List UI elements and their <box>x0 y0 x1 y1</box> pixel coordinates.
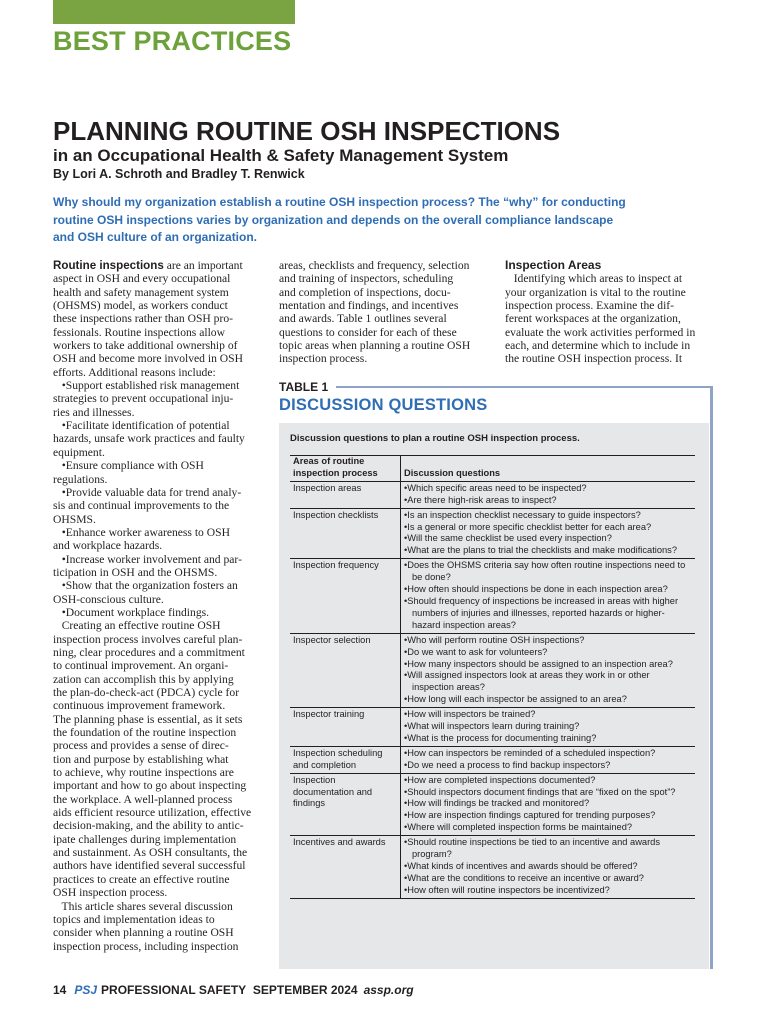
body-line: inspection process, including inspection <box>53 939 239 953</box>
question-item: •Will assigned inspectors look at areas they work in or other inspection areas? <box>404 670 650 693</box>
body-column-3 <box>505 259 717 366</box>
question-item: •What are the conditions to receive an incentive or award? <box>404 872 644 883</box>
question-item: •Does the OHSMS criteria say how often routine inspections need to be done? <box>404 560 686 583</box>
table-row <box>290 633 695 707</box>
questions-cell <box>401 508 696 559</box>
area-cell: Inspection scheduling and completion <box>290 746 401 773</box>
body-line: practices to create an effective routine <box>53 872 230 886</box>
area-cell: Inspection frequency <box>290 559 401 633</box>
body-line: •Document workplace findings. <box>53 605 210 619</box>
body-line: these inspections rather than OSH pro- <box>53 312 233 326</box>
issue-date: SEPTEMBER 2024 <box>252 983 358 997</box>
body-line: areas, checklists and frequency, selection <box>279 259 470 272</box>
body-line: OSH inspection process. <box>53 886 168 900</box>
table-header-row <box>290 456 695 482</box>
body-line: hazards, unsafe work practices and faulty <box>53 432 245 446</box>
question-item: •Do we want to ask for volunteers? <box>404 646 548 657</box>
table-label: TABLE 1 <box>279 380 329 394</box>
body-line: ipate challenges during implementation <box>53 832 237 846</box>
table-row <box>290 836 695 899</box>
body-line: aids efficient resource utilization, effective <box>53 806 252 820</box>
question-item: •What are the plans to trial the checklists and make modifications? <box>404 545 677 556</box>
question-item: •Should frequency of inspections be increased in areas with higher numbers of injuries and illnesses, reported hazards or higher-hazard inspection areas? <box>404 595 679 630</box>
body-line: authors have identified several successful <box>53 859 246 873</box>
question-item: •What is the process for documenting training? <box>404 732 597 743</box>
intro-deck <box>53 194 673 247</box>
question-item: •Should inspectors document findings that are “fixed on the spot”? <box>404 786 676 797</box>
body-line: each, and determine which to include in <box>505 339 691 353</box>
body-line: OSH and become more involved in OSH <box>53 352 243 366</box>
body-line: aspect in OSH and every occupational <box>53 272 231 286</box>
body-line: evaluate the work activities performed in <box>505 325 696 339</box>
col-header-areas: Areas of routine inspection process <box>290 456 401 482</box>
body-line: the workplace. A well-planned process <box>53 792 233 806</box>
body-line: fessionals. Routine inspections allow <box>53 325 225 339</box>
body-line: efforts. Additional reasons include: <box>53 365 216 379</box>
question-item: •Do we need a process to find backup inspectors? <box>404 759 611 770</box>
question-item: •Is an inspection checklist necessary to guide inspectors? <box>404 509 641 520</box>
question-item: •How long will each inspector be assigned to an area? <box>404 694 627 705</box>
body-line: regulations. <box>53 472 108 486</box>
body-line: •Support established risk management <box>53 379 240 393</box>
journal-brand: PSJ <box>74 983 98 997</box>
body-line: health and safety management system <box>53 285 229 299</box>
body-line: topic areas when planning a routine OSH <box>279 339 471 353</box>
question-item: •How are inspection findings captured for trending purposes? <box>404 810 656 821</box>
question-item: •Are there high-risk areas to inspect? <box>404 494 557 505</box>
table-title: DISCUSSION QUESTIONS <box>279 396 488 414</box>
body-line: the routine OSH inspection process. It <box>505 352 683 366</box>
lead-rest: are an important <box>163 259 243 272</box>
area-cell: Inspection checklists <box>290 508 401 559</box>
section-label: BEST PRACTICES <box>53 26 292 56</box>
article-subtitle: in an Occupational Health & Safety Management System <box>53 146 509 165</box>
table-row <box>290 708 695 747</box>
body-line: and awards. Table 1 outlines several <box>279 312 447 326</box>
body-line: ning, clear procedures and a commitment <box>53 645 245 659</box>
body-line: ferent workspaces at the organization, <box>505 312 681 326</box>
question-item: •Which specific areas need to be inspected? <box>404 482 587 493</box>
lead-in: Routine inspections <box>53 259 164 272</box>
questions-cell <box>401 836 696 899</box>
body-column-1 <box>53 259 265 953</box>
question-item: •Who will perform routine OSH inspections? <box>404 634 585 645</box>
area-cell: Incentives and awards <box>290 836 401 899</box>
question-item: •How often will routine inspectors be incentivized? <box>404 884 610 895</box>
page-number: 14 <box>53 983 67 997</box>
question-item: •How will inspectors be trained? <box>404 709 536 720</box>
questions-cell <box>401 481 696 508</box>
body-line: consider when planning a routine OSH <box>53 926 234 940</box>
body-line: mentation and findings, and incentives <box>279 299 459 313</box>
site-link[interactable]: assp.org <box>363 983 414 997</box>
body-line: equipment. <box>53 445 105 459</box>
discussion-table <box>290 455 695 899</box>
body-line: continuous improvement framework. <box>53 699 226 713</box>
body-line: and completion of inspections, docu- <box>279 285 451 299</box>
table-row <box>290 559 695 633</box>
body-line: •Show that the organization fosters an <box>53 579 238 593</box>
body-line: (OHSMS) model, as workers conduct <box>53 299 228 313</box>
body-line: and training of inspectors, scheduling <box>279 272 454 286</box>
body-line: Identifying which areas to inspect at <box>505 272 683 286</box>
body-line: •Enhance worker awareness to OSH <box>53 525 230 539</box>
magazine-name: PROFESSIONAL SAFETY <box>101 983 247 997</box>
question-item: •How are completed inspections documented? <box>404 774 596 785</box>
body-line: decision-making, and the ability to antic- <box>53 819 244 833</box>
body-line: Creating an effective routine OSH <box>53 619 221 633</box>
question-item: •Where will completed inspection forms be maintained? <box>404 822 633 833</box>
questions-cell <box>401 633 696 707</box>
question-item: •Will the same checklist be used every inspection? <box>404 533 612 544</box>
area-cell: Inspector training <box>290 708 401 747</box>
body-line: tion and purpose by establishing what <box>53 752 229 766</box>
body-line: to achieve, why routine inspections are <box>53 766 234 780</box>
body-line: the foundation of the routine inspection <box>53 726 237 740</box>
table-caption: Discussion questions to plan a routine OSH inspection process. <box>290 433 580 444</box>
question-item: •How often should inspections be done in each inspection area? <box>404 584 668 595</box>
question-item: •Is a general or more specific checklist better for each area? <box>404 521 652 532</box>
area-cell: Inspection areas <box>290 481 401 508</box>
body-line: OHSMS. <box>53 512 96 526</box>
question-item: •What will inspectors learn during training? <box>404 721 580 732</box>
body-line: •Provide valuable data for trend analy- <box>53 485 242 499</box>
body-line: your organization is vital to the routine <box>505 285 686 299</box>
question-item: •How will findings be tracked and monitored? <box>404 798 590 809</box>
byline: By Lori A. Schroth and Bradley T. Renwick <box>53 167 305 181</box>
body-line: inspection process involves careful plan- <box>53 632 243 646</box>
body-line: and workplace hazards. <box>53 539 163 553</box>
body-line: the plan-do-check-act (PDCA) cycle for <box>53 686 240 699</box>
questions-cell <box>401 773 696 836</box>
body-line <box>53 259 265 272</box>
body-line: inspection process. <box>279 352 368 366</box>
intro-line: Why should my organization establish a routine OSH inspection process? The “why” for conducting <box>53 195 626 209</box>
body-line: zation can accomplish this by applying <box>53 672 234 686</box>
table-row <box>290 481 695 508</box>
table-side-rule <box>710 386 713 969</box>
body-line: strategies to prevent occupational inju- <box>53 392 234 406</box>
body-line: and sustainment. As OSH consultants, the <box>53 846 248 860</box>
body-line: questions to consider for each of these <box>279 325 457 339</box>
body-line: topics and implementation ideas to <box>53 912 215 926</box>
col-header-questions: Discussion questions <box>401 456 696 482</box>
area-cell: Inspector selection <box>290 633 401 707</box>
body-line: sis and continual improvements to the <box>53 499 230 513</box>
questions-cell <box>401 746 696 773</box>
body-line: •Ensure compliance with OSH <box>53 459 204 473</box>
body-line: •Increase worker involvement and par- <box>53 552 242 566</box>
table-rule <box>336 386 713 388</box>
questions-cell <box>401 559 696 633</box>
body-line: •Facilitate identification of potential <box>53 419 230 433</box>
body-line: ticipation in OSH and the OHSMS. <box>53 565 218 579</box>
area-cell: Inspection documentation and findings <box>290 773 401 836</box>
table-row <box>290 746 695 773</box>
question-item: •What kinds of incentives and awards should be offered? <box>404 861 638 871</box>
page-footer <box>53 983 414 997</box>
article-title: PLANNING ROUTINE OSH INSPECTIONS <box>53 116 561 146</box>
body-line: OSH-conscious culture. <box>53 592 164 606</box>
table-row <box>290 773 695 836</box>
body-line: ries and illnesses. <box>53 405 135 419</box>
question-item: •Should routine inspections be tied to an incentive and awards program? <box>404 837 660 860</box>
body-line: This article shares several discussion <box>53 899 233 913</box>
intro-line: and OSH culture of an organization. <box>53 230 258 244</box>
body-line: important and how to go about inspecting <box>53 779 247 793</box>
body-line: to continual improvement. An organi- <box>53 659 229 673</box>
table-row <box>290 508 695 559</box>
questions-cell <box>401 708 696 747</box>
body-line: The planning phase is essential, as it sets <box>53 712 243 726</box>
question-item: •How can inspectors be reminded of a scheduled inspection? <box>404 747 656 758</box>
body-line: workers to take additional ownership of <box>53 339 238 353</box>
intro-line: routine OSH inspections varies by organization and depends on the overall compliance landscape <box>53 212 614 227</box>
section-color-bar <box>53 0 295 24</box>
body-column-2 <box>279 259 491 366</box>
subhead-inspection-areas: Inspection Areas <box>505 258 602 272</box>
body-line: inspection process. Examine the dif- <box>505 299 675 313</box>
question-item: •How many inspectors should be assigned to an inspection area? <box>404 658 673 669</box>
body-line: process and provides a sense of direc- <box>53 739 229 753</box>
